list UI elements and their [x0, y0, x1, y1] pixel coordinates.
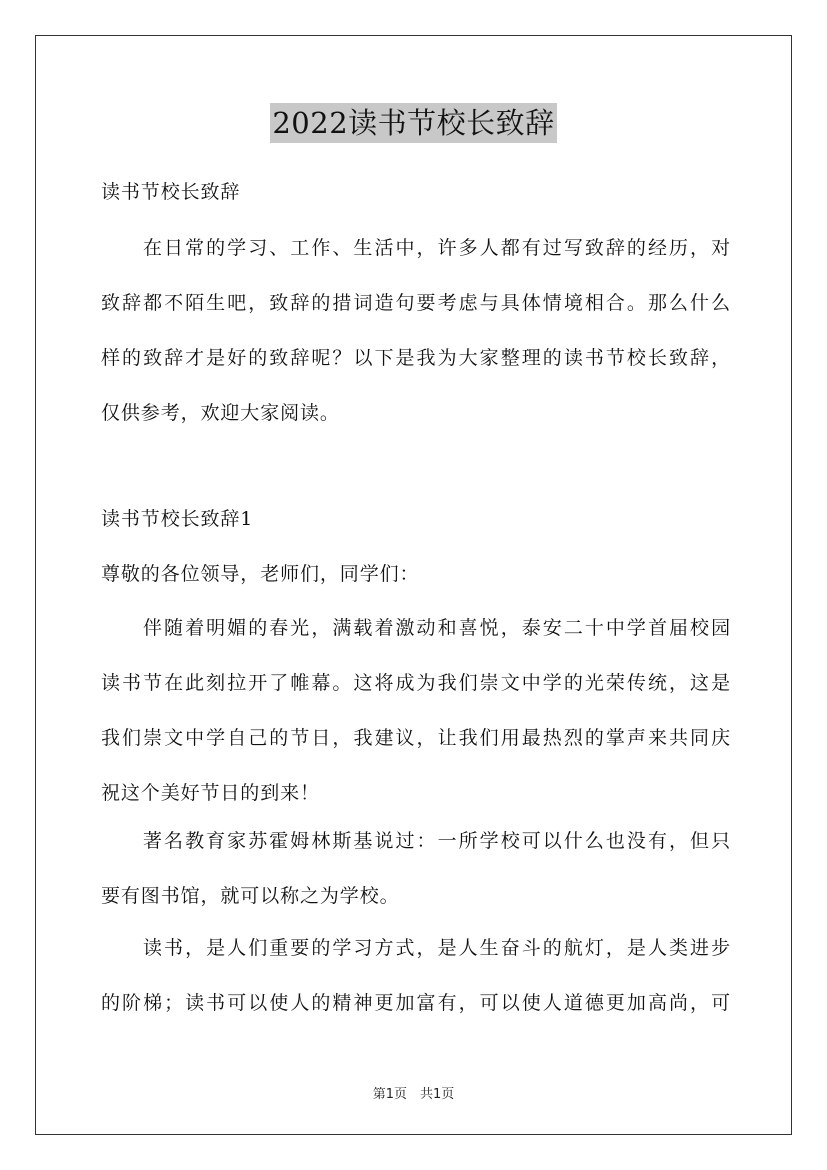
- paragraph-line: 读书，是人们重要的学习方式，是人生奋斗的航灯，是人类进步: [143, 937, 731, 959]
- document-subtitle: 读书节校长致辞: [101, 181, 241, 203]
- paragraph-line: 读书节在此刻拉开了帷幕。这将成为我们崇文中学的光荣传统，这是: [101, 672, 731, 694]
- body-paragraph-3: [101, 921, 731, 1031]
- paragraph-line: 伴随着明媚的春光，满载着激动和喜悦，泰安二十中学首届校园: [143, 617, 731, 639]
- title-container: [0, 103, 827, 143]
- salutation: 尊敬的各位领导，老师们，同学们：: [101, 563, 420, 585]
- paragraph-line: 仅供参考，欢迎大家阅读。: [101, 402, 340, 424]
- body-paragraph-2: [101, 814, 731, 924]
- page-number-footer: 第1页 共1页: [372, 1087, 455, 1102]
- paragraph-line: 祝这个美好节日的到来！: [101, 782, 320, 804]
- paragraph-line: 的阶梯；读书可以使人的精神更加富有，可以使人道德更加高尚，可: [101, 992, 731, 1014]
- intro-paragraph: [101, 221, 731, 441]
- paragraph-line: 样的致辞才是好的致辞呢？以下是我为大家整理的读书节校长致辞，: [101, 347, 731, 369]
- paragraph-line: 在日常的学习、工作、生活中，许多人都有过写致辞的经历，对: [143, 237, 731, 259]
- paragraph-line: 要有图书馆，就可以称之为学校。: [101, 885, 400, 907]
- section-heading: 读书节校长致辞1: [101, 508, 254, 530]
- paragraph-line: 致辞都不陌生吧，致辞的措词造句要考虑与具体情境相合。那么什么: [101, 292, 731, 314]
- paragraph-line: 著名教育家苏霍姆林斯基说过：一所学校可以什么也没有，但只: [143, 830, 731, 852]
- document-title: 2022读书节校长致辞: [270, 103, 556, 143]
- body-paragraph-1: [101, 601, 731, 821]
- paragraph-line: 我们崇文中学自己的节日，我建议，让我们用最热烈的掌声来共同庆: [101, 727, 731, 749]
